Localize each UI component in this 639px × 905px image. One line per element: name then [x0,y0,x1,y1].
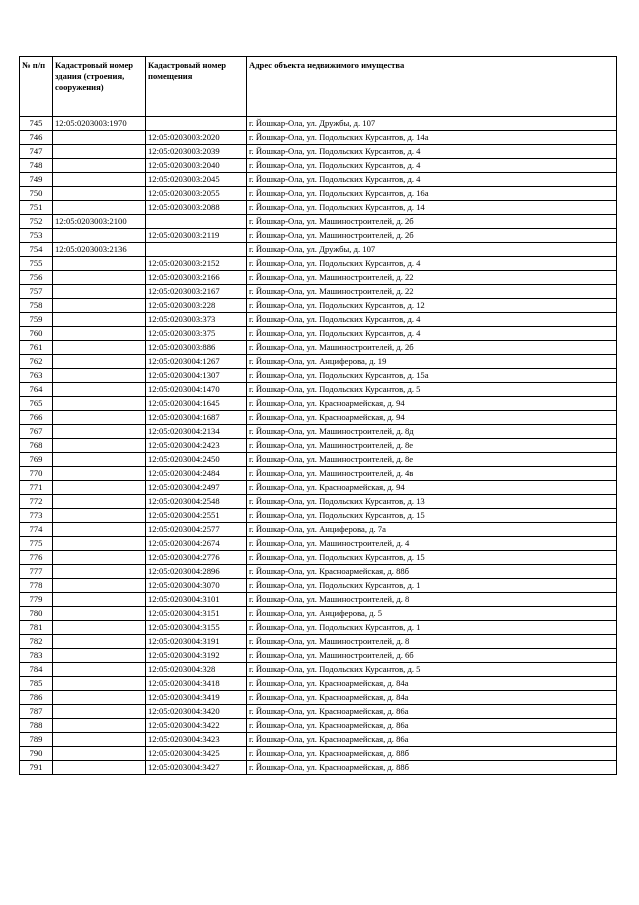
cell-premises-cadastral: 12:05:0203004:2674 [146,537,247,551]
cell-address: г. Йошкар-Ола, ул. Красноармейская, д. 88б [247,761,617,775]
cell-premises-cadastral: 12:05:0203003:2055 [146,187,247,201]
cell-number: 776 [20,551,53,565]
cell-address: г. Йошкар-Ола, ул. Подольских Курсантов, д. 4 [247,257,617,271]
table-row [20,565,617,579]
cell-number: 772 [20,495,53,509]
table-row [20,411,617,425]
table-row [20,215,617,229]
table-row [20,495,617,509]
cell-premises-cadastral: 12:05:0203004:2484 [146,467,247,481]
cell-address: г. Йошкар-Ола, ул. Анциферова, д. 5 [247,607,617,621]
cell-premises-cadastral: 12:05:0203004:2548 [146,495,247,509]
cell-premises-cadastral: 12:05:0203003:373 [146,313,247,327]
cell-premises-cadastral: 12:05:0203004:1645 [146,397,247,411]
header-building-cadastral: Кадастровый номер здания (строения, сооружения) [53,57,146,117]
property-table [19,56,617,775]
cell-premises-cadastral: 12:05:0203004:3151 [146,607,247,621]
cell-building-cadastral [53,411,146,425]
cell-premises-cadastral: 12:05:0203003:2020 [146,131,247,145]
cell-building-cadastral [53,313,146,327]
cell-number: 779 [20,593,53,607]
cell-building-cadastral [53,299,146,313]
cell-number: 791 [20,761,53,775]
cell-address: г. Йошкар-Ола, ул. Подольских Курсантов, д. 4 [247,327,617,341]
cell-number: 747 [20,145,53,159]
cell-premises-cadastral: 12:05:0203003:886 [146,341,247,355]
table-row [20,523,617,537]
cell-building-cadastral [53,509,146,523]
cell-address: г. Йошкар-Ола, ул. Подольских Курсантов, д. 14а [247,131,617,145]
cell-premises-cadastral: 12:05:0203003:2167 [146,285,247,299]
cell-building-cadastral [53,635,146,649]
cell-number: 758 [20,299,53,313]
cell-number: 765 [20,397,53,411]
cell-building-cadastral [53,439,146,453]
table-row [20,145,617,159]
cell-address: г. Йошкар-Ола, ул. Машиностроителей, д. 22 [247,271,617,285]
cell-premises-cadastral: 12:05:0203004:2896 [146,565,247,579]
cell-premises-cadastral: 12:05:0203003:2119 [146,229,247,243]
cell-number: 781 [20,621,53,635]
cell-premises-cadastral: 12:05:0203003:228 [146,299,247,313]
cell-number: 761 [20,341,53,355]
cell-number: 770 [20,467,53,481]
cell-premises-cadastral [146,215,247,229]
cell-address: г. Йошкар-Ола, ул. Машиностроителей, д. 4 [247,537,617,551]
table-body [20,117,617,775]
cell-number: 787 [20,705,53,719]
cell-premises-cadastral: 12:05:0203004:3420 [146,705,247,719]
table-row [20,397,617,411]
cell-building-cadastral [53,159,146,173]
cell-building-cadastral [53,523,146,537]
cell-address: г. Йошкар-Ола, ул. Машиностроителей, д. 2б [247,341,617,355]
cell-address: г. Йошкар-Ола, ул. Красноармейская, д. 94 [247,397,617,411]
table-row [20,579,617,593]
cell-number: 753 [20,229,53,243]
cell-address: г. Йошкар-Ола, ул. Подольских Курсантов, д. 15а [247,369,617,383]
cell-premises-cadastral: 12:05:0203003:2088 [146,201,247,215]
cell-number: 771 [20,481,53,495]
cell-number: 782 [20,635,53,649]
cell-address: г. Йошкар-Ола, ул. Машиностроителей, д. 2б [247,229,617,243]
cell-address: г. Йошкар-Ола, ул. Красноармейская, д. 86а [247,719,617,733]
cell-premises-cadastral: 12:05:0203004:1470 [146,383,247,397]
cell-premises-cadastral: 12:05:0203004:1307 [146,369,247,383]
cell-building-cadastral [53,607,146,621]
cell-building-cadastral [53,201,146,215]
cell-premises-cadastral [146,243,247,257]
table-row [20,747,617,761]
cell-premises-cadastral: 12:05:0203004:3419 [146,691,247,705]
cell-premises-cadastral: 12:05:0203004:3425 [146,747,247,761]
cell-number: 745 [20,117,53,131]
cell-premises-cadastral: 12:05:0203004:1267 [146,355,247,369]
cell-building-cadastral [53,481,146,495]
cell-building-cadastral [53,719,146,733]
cell-address: г. Йошкар-Ола, ул. Подольских Курсантов, д. 14 [247,201,617,215]
cell-address: г. Йошкар-Ола, ул. Анциферова, д. 7а [247,523,617,537]
table-row [20,467,617,481]
table-row [20,187,617,201]
table-row [20,201,617,215]
cell-number: 752 [20,215,53,229]
cell-number: 756 [20,271,53,285]
cell-number: 789 [20,733,53,747]
table-row [20,159,617,173]
cell-premises-cadastral: 12:05:0203004:2497 [146,481,247,495]
cell-address: г. Йошкар-Ола, ул. Красноармейская, д. 88б [247,747,617,761]
table-row [20,663,617,677]
cell-building-cadastral [53,229,146,243]
cell-address: г. Йошкар-Ола, ул. Подольских Курсантов, д. 12 [247,299,617,313]
cell-address: г. Йошкар-Ола, ул. Подольских Курсантов, д. 15 [247,551,617,565]
cell-number: 786 [20,691,53,705]
cell-address: г. Йошкар-Ола, ул. Красноармейская, д. 84а [247,677,617,691]
table-row [20,425,617,439]
table-row [20,369,617,383]
cell-address: г. Йошкар-Ола, ул. Дружбы, д. 107 [247,243,617,257]
table-row [20,299,617,313]
table-row [20,761,617,775]
cell-address: г. Йошкар-Ола, ул. Анциферова, д. 19 [247,355,617,369]
cell-number: 785 [20,677,53,691]
cell-address: г. Йошкар-Ола, ул. Машиностроителей, д. 2б [247,215,617,229]
cell-number: 751 [20,201,53,215]
cell-building-cadastral [53,271,146,285]
table-row [20,607,617,621]
cell-building-cadastral: 12:05:0203003:2136 [53,243,146,257]
cell-address: г. Йошкар-Ола, ул. Машиностроителей, д. 8 [247,593,617,607]
cell-building-cadastral [53,425,146,439]
cell-address: г. Йошкар-Ола, ул. Подольских Курсантов, д. 5 [247,383,617,397]
cell-number: 766 [20,411,53,425]
cell-number: 769 [20,453,53,467]
table-row [20,383,617,397]
table-row [20,537,617,551]
cell-address: г. Йошкар-Ола, ул. Подольских Курсантов, д. 13 [247,495,617,509]
cell-address: г. Йошкар-Ола, ул. Красноармейская, д. 86а [247,733,617,747]
cell-building-cadastral [53,705,146,719]
cell-number: 762 [20,355,53,369]
cell-premises-cadastral: 12:05:0203004:3427 [146,761,247,775]
cell-address: г. Йошкар-Ола, ул. Машиностроителей, д. 8е [247,453,617,467]
cell-address: г. Йошкар-Ола, ул. Дружбы, д. 107 [247,117,617,131]
cell-premises-cadastral: 12:05:0203004:2577 [146,523,247,537]
table-row [20,327,617,341]
header-number: № п/п [20,57,53,117]
document-page [19,56,616,775]
cell-building-cadastral [53,257,146,271]
table-header-row [20,57,617,117]
cell-building-cadastral [53,397,146,411]
cell-premises-cadastral: 12:05:0203003:2166 [146,271,247,285]
cell-number: 780 [20,607,53,621]
cell-address: г. Йошкар-Ола, ул. Машиностроителей, д. 6б [247,649,617,663]
table-row [20,243,617,257]
cell-building-cadastral [53,341,146,355]
cell-address: г. Йошкар-Ола, ул. Красноармейская, д. 88б [247,565,617,579]
cell-premises-cadastral: 12:05:0203004:2134 [146,425,247,439]
cell-premises-cadastral: 12:05:0203004:3423 [146,733,247,747]
table-row [20,117,617,131]
cell-premises-cadastral: 12:05:0203004:3418 [146,677,247,691]
cell-number: 754 [20,243,53,257]
cell-premises-cadastral: 12:05:0203004:3070 [146,579,247,593]
cell-building-cadastral [53,663,146,677]
cell-number: 748 [20,159,53,173]
cell-number: 768 [20,439,53,453]
cell-number: 783 [20,649,53,663]
cell-building-cadastral [53,285,146,299]
cell-number: 774 [20,523,53,537]
table-row [20,481,617,495]
table-row [20,131,617,145]
table-row [20,551,617,565]
cell-building-cadastral [53,761,146,775]
table-row [20,313,617,327]
cell-building-cadastral [53,467,146,481]
cell-number: 790 [20,747,53,761]
cell-building-cadastral [53,537,146,551]
cell-building-cadastral [53,691,146,705]
table-row [20,509,617,523]
cell-premises-cadastral: 12:05:0203004:2450 [146,453,247,467]
cell-address: г. Йошкар-Ола, ул. Подольских Курсантов, д. 5 [247,663,617,677]
cell-number: 763 [20,369,53,383]
cell-address: г. Йошкар-Ола, ул. Машиностроителей, д. 22 [247,285,617,299]
cell-number: 777 [20,565,53,579]
cell-building-cadastral [53,649,146,663]
cell-number: 775 [20,537,53,551]
cell-premises-cadastral: 12:05:0203004:2551 [146,509,247,523]
cell-premises-cadastral [146,117,247,131]
cell-address: г. Йошкар-Ола, ул. Подольских Курсантов, д. 1 [247,579,617,593]
cell-number: 746 [20,131,53,145]
cell-address: г. Йошкар-Ола, ул. Машиностроителей, д. 4в [247,467,617,481]
cell-number: 749 [20,173,53,187]
table-row [20,719,617,733]
cell-building-cadastral [53,131,146,145]
cell-building-cadastral [53,733,146,747]
cell-number: 767 [20,425,53,439]
cell-number: 755 [20,257,53,271]
cell-number: 784 [20,663,53,677]
table-row [20,271,617,285]
cell-number: 757 [20,285,53,299]
cell-address: г. Йошкар-Ола, ул. Красноармейская, д. 86а [247,705,617,719]
cell-address: г. Йошкар-Ола, ул. Машиностроителей, д. 8 [247,635,617,649]
cell-number: 773 [20,509,53,523]
cell-address: г. Йошкар-Ола, ул. Машиностроителей, д. 8д [247,425,617,439]
cell-building-cadastral [53,747,146,761]
cell-building-cadastral [53,453,146,467]
cell-address: г. Йошкар-Ола, ул. Красноармейская, д. 94 [247,481,617,495]
cell-building-cadastral [53,383,146,397]
cell-number: 750 [20,187,53,201]
cell-premises-cadastral: 12:05:0203004:1687 [146,411,247,425]
table-row [20,173,617,187]
cell-number: 759 [20,313,53,327]
cell-building-cadastral [53,145,146,159]
cell-building-cadastral [53,551,146,565]
cell-premises-cadastral: 12:05:0203004:328 [146,663,247,677]
table-row [20,593,617,607]
cell-premises-cadastral: 12:05:0203004:2776 [146,551,247,565]
cell-premises-cadastral: 12:05:0203003:375 [146,327,247,341]
table-row [20,229,617,243]
cell-address: г. Йошкар-Ола, ул. Подольских Курсантов, д. 15 [247,509,617,523]
cell-number: 764 [20,383,53,397]
table-row [20,691,617,705]
cell-building-cadastral [53,621,146,635]
cell-premises-cadastral: 12:05:0203003:2040 [146,159,247,173]
table-row [20,705,617,719]
table-row [20,635,617,649]
cell-address: г. Йошкар-Ола, ул. Красноармейская, д. 84а [247,691,617,705]
cell-premises-cadastral: 12:05:0203004:2423 [146,439,247,453]
header-premises-cadastral: Кадастровый номер помещения [146,57,247,117]
cell-building-cadastral [53,369,146,383]
table-row [20,355,617,369]
cell-building-cadastral [53,173,146,187]
cell-premises-cadastral: 12:05:0203003:2039 [146,145,247,159]
cell-premises-cadastral: 12:05:0203003:2152 [146,257,247,271]
cell-address: г. Йошкар-Ола, ул. Подольских Курсантов, д. 16а [247,187,617,201]
table-row [20,341,617,355]
cell-building-cadastral [53,565,146,579]
cell-building-cadastral [53,355,146,369]
cell-address: г. Йошкар-Ола, ул. Подольских Курсантов, д. 1 [247,621,617,635]
cell-building-cadastral [53,593,146,607]
cell-premises-cadastral: 12:05:0203004:3101 [146,593,247,607]
cell-premises-cadastral: 12:05:0203003:2045 [146,173,247,187]
table-row [20,677,617,691]
cell-premises-cadastral: 12:05:0203004:3422 [146,719,247,733]
cell-building-cadastral [53,327,146,341]
cell-address: г. Йошкар-Ола, ул. Подольских Курсантов, д. 4 [247,173,617,187]
table-row [20,453,617,467]
cell-building-cadastral [53,495,146,509]
table-row [20,621,617,635]
cell-address: г. Йошкар-Ола, ул. Подольских Курсантов, д. 4 [247,313,617,327]
cell-address: г. Йошкар-Ола, ул. Подольских Курсантов, д. 4 [247,145,617,159]
cell-number: 760 [20,327,53,341]
cell-address: г. Йошкар-Ола, ул. Машиностроителей, д. 8е [247,439,617,453]
table-row [20,733,617,747]
cell-address: г. Йошкар-Ола, ул. Красноармейская, д. 94 [247,411,617,425]
table-row [20,257,617,271]
table-row [20,439,617,453]
cell-building-cadastral [53,187,146,201]
table-row [20,649,617,663]
cell-number: 788 [20,719,53,733]
cell-building-cadastral [53,677,146,691]
cell-premises-cadastral: 12:05:0203004:3192 [146,649,247,663]
table-row [20,285,617,299]
cell-building-cadastral: 12:05:0203003:1970 [53,117,146,131]
header-address: Адрес объекта недвижимого имущества [247,57,617,117]
cell-building-cadastral [53,579,146,593]
cell-premises-cadastral: 12:05:0203004:3191 [146,635,247,649]
cell-building-cadastral: 12:05:0203003:2100 [53,215,146,229]
cell-number: 778 [20,579,53,593]
cell-address: г. Йошкар-Ола, ул. Подольских Курсантов, д. 4 [247,159,617,173]
cell-premises-cadastral: 12:05:0203004:3155 [146,621,247,635]
